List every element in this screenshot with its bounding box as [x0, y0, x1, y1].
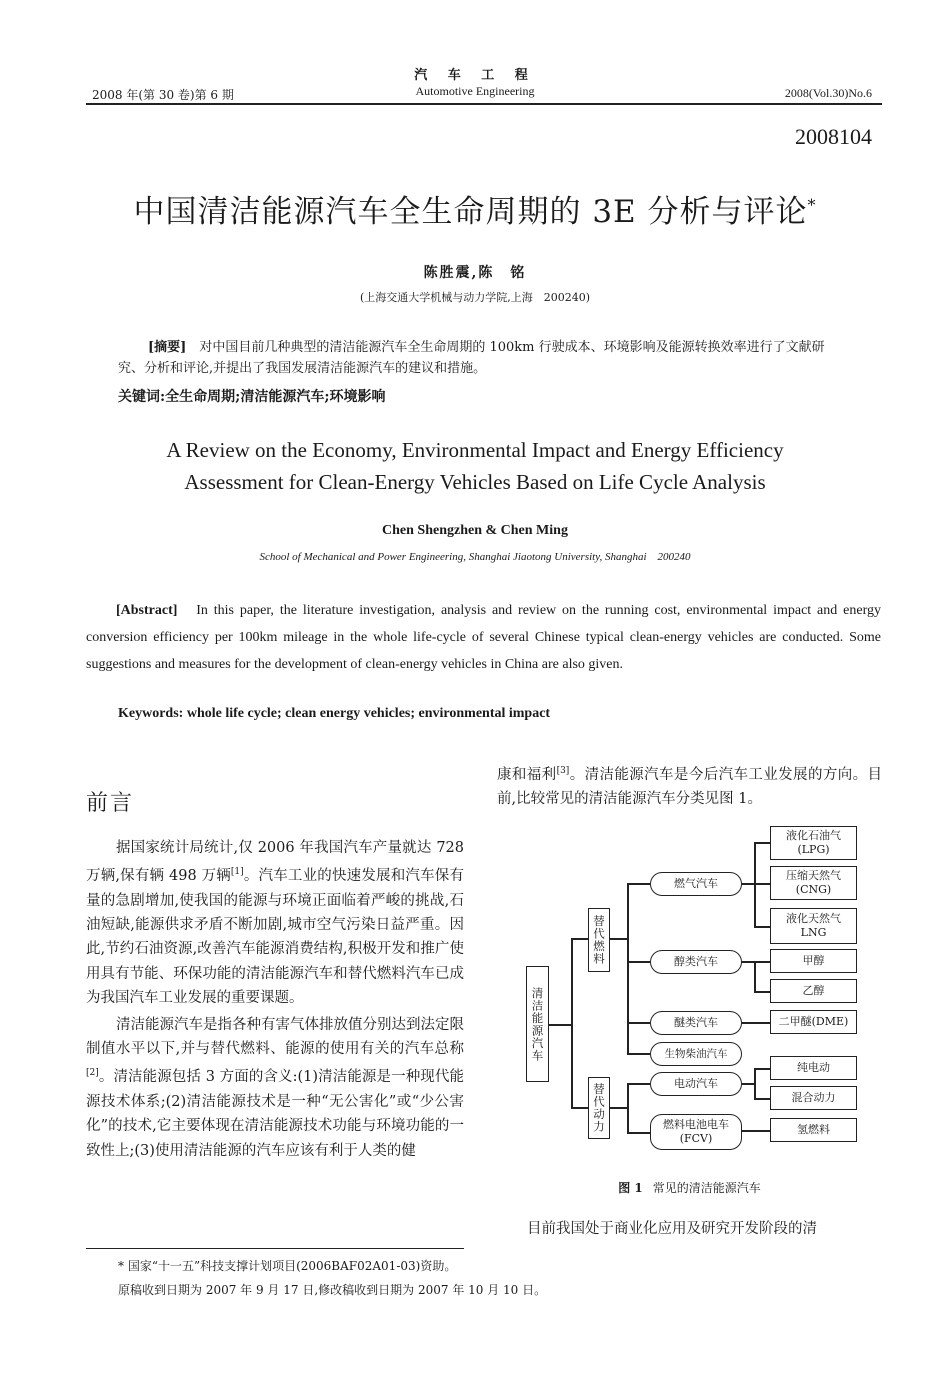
p2-text-a: 清洁能源汽车是指各种有害气体排放值分别达到法定限制值水平以下,并与替代燃料、能源的使用有关的汽车总称 — [86, 1016, 464, 1058]
connector — [754, 926, 770, 928]
body-right-bottom: 目前我国处于商业化应用及研究开发阶段的清 — [527, 1221, 817, 1237]
fig-vehicle-alcohol: 醇类汽车 — [650, 950, 742, 974]
fig-group-power: 替代动力 — [588, 1077, 610, 1139]
footnote-rule — [86, 1248, 464, 1249]
abstract-en — [86, 597, 881, 678]
connector — [610, 938, 627, 940]
figure-1-caption — [497, 1179, 882, 1196]
connector — [627, 1022, 650, 1024]
connector — [754, 1068, 770, 1070]
figure-1-number: 图 1 — [618, 1181, 643, 1195]
fig-fuel-hybrid: 混合动力 — [770, 1086, 857, 1110]
footnote-funding: * 国家“十一五”科技支撑计划项目(2006BAF02A01-03)资助。 — [118, 1259, 457, 1273]
section-heading: 前言 — [86, 791, 135, 816]
paragraph-2 — [86, 1013, 464, 1163]
body-left-column — [86, 836, 464, 1165]
keywords-en-label: Keywords: — [118, 706, 184, 721]
connector — [742, 1083, 754, 1085]
journal-name-en: Automotive Engineering — [415, 84, 535, 98]
affiliation-en: School of Mechanical and Power Engineering, Shanghai Jiaotong University, Shanghai 200240 — [259, 551, 691, 563]
connector — [571, 1107, 588, 1109]
affiliation-cn: (上海交通大学机械与动力学院,上海 200240) — [359, 291, 591, 304]
fig-group-fuel: 替代燃料 — [588, 908, 610, 972]
abstract-cn-text: 对中国目前几种典型的清洁能源汽车全生命周期的 100km 行驶成本、环境影响及能源转换效率进行了文献研究、分析和评论,并提出了我国发展清洁能源汽车的建议和措施。 — [118, 340, 825, 376]
keywords-en-text: whole life cycle; clean energy vehicles; environmental impact — [186, 706, 551, 721]
fig-fuel-hydrogen: 氢燃料 — [770, 1118, 857, 1142]
journal-name-cn: 汽 车 工 程 — [414, 68, 536, 83]
fig-vehicle-electric: 电动汽车 — [650, 1072, 742, 1096]
connector — [627, 1132, 650, 1134]
connector — [627, 1083, 650, 1085]
fig-fuel-cng: 压缩天然气(CNG) — [770, 866, 857, 900]
connector — [571, 938, 573, 1108]
connector — [627, 883, 650, 885]
citation-1: [1] — [230, 867, 244, 878]
authors-en: Chen Shengzhen & Chen Ming — [382, 523, 568, 538]
title-en-line2: Assessment for Clean-Energy Vehicles Based on Life Cycle Analysis — [184, 470, 766, 494]
fig-vehicle-gas: 燃气汽车 — [650, 872, 742, 896]
keywords-cn — [118, 386, 386, 406]
authors-cn: 陈胜震,陈 铭 — [423, 265, 527, 281]
fig-fuel-ethanol: 乙醇 — [770, 979, 857, 1003]
header-rule — [86, 103, 882, 105]
journal-issue-cn: 2008 年(第 30 卷)第 6 期 — [92, 88, 234, 102]
fig-fuel-lng: 液化天然气LNG — [770, 908, 857, 944]
right-top-text-b: 。清洁能源汽车是今后汽车工业发展的方向。目前,比较常见的清洁能源汽车分类见图 1。 — [497, 766, 883, 808]
title-en — [0, 434, 950, 498]
connector — [742, 1022, 770, 1024]
connector — [549, 1024, 571, 1026]
connector — [754, 883, 770, 885]
title-footnote-mark: * — [807, 195, 817, 215]
connector — [754, 961, 770, 963]
fig-root-box: 清洁能源汽车 — [526, 966, 549, 1082]
title-en-line1: A Review on the Economy, Environmental Impact and Energy Efficiency — [166, 438, 784, 462]
connector — [571, 938, 588, 940]
fig-fuel-lpg: 液化石油气(LPG) — [770, 826, 857, 860]
fig-vehicle-fcv: 燃料电池电车(FCV) — [650, 1114, 742, 1150]
p1-text-b: 。汽车工业的快速发展和汽车保有量的急剧增加,使我国的能源与环境正面临着严峻的挑战,石油短缺,能源供求矛盾不断加剧,城市空气污染日益严重。因此,节约石油资源,改善汽车能源消费结构,积极开发和推广使用具有节能、环保功能的清洁能源汽车和替代燃料汽车已成为我国汽车工业发展的重要课题。 — [86, 868, 464, 1007]
abstract-en-label: [Abstract] — [116, 603, 178, 618]
title-cn-text: 中国清洁能源汽车全生命周期的 3E 分析与评论 — [133, 194, 808, 230]
p1-text-a: 据国家统计局统计,仅 2006 年我国汽车产量就达 728 万辆,保有辆 498 万辆 — [86, 840, 464, 885]
connector — [627, 883, 629, 1054]
keywords-cn-text: 全生命周期;清洁能源汽车;环境影响 — [165, 389, 386, 405]
body-right-top — [497, 759, 882, 812]
abstract-cn-label: [摘要] — [148, 340, 187, 355]
keywords-en — [118, 706, 550, 722]
figure-1-caption-text: 常见的清洁能源汽车 — [652, 1181, 761, 1195]
connector — [754, 1098, 770, 1100]
keywords-cn-label: 关键词: — [118, 389, 166, 405]
connector — [627, 961, 650, 963]
connector — [627, 1083, 629, 1133]
fig-fuel-pure-ev: 纯电动 — [770, 1056, 857, 1080]
footnote-received: 原稿收到日期为 2007 年 9 月 17 日,修改稿收到日期为 2007 年 10 月 10 日。 — [118, 1283, 547, 1297]
fig-fuel-dme: 二甲醚(DME) — [770, 1010, 857, 1034]
fig-fuel-methanol: 甲醇 — [770, 949, 857, 973]
paragraph-1 — [86, 836, 464, 1011]
citation-3: [3] — [556, 766, 570, 776]
connector — [627, 1053, 650, 1055]
fig-vehicle-biodiesel: 生物柴油汽车 — [650, 1042, 742, 1066]
journal-issue-en: 2008(Vol.30)No.6 — [784, 86, 872, 100]
connector — [754, 961, 756, 992]
connector — [754, 842, 770, 844]
citation-2: [2] — [86, 1068, 99, 1079]
connector — [754, 1068, 756, 1099]
connector — [742, 883, 754, 885]
connector — [754, 991, 770, 993]
title-cn — [0, 186, 950, 231]
paper-id: 2008104 — [795, 124, 872, 149]
connector — [610, 1107, 627, 1109]
abstract-en-text: In this paper, the literature investigation, analysis and review on the running cost, environmental impact and energy conversion efficiency per 100km mileage in the whole life-cycle of several Chinese typical clean-energy vehicles are conducted. Some suggestions and measures for the development of clean-energy vehicles in China are also given. — [86, 603, 882, 672]
fig-vehicle-ether: 醚类汽车 — [650, 1011, 742, 1035]
connector — [754, 842, 756, 927]
connector — [742, 961, 754, 963]
p2-text-b: 。清洁能源包括 3 方面的含义:(1)清洁能源是一种现代能源技术体系;(2)清洁能源技术是一种“无公害化”或“少公害化”的技术,它主要体现在清洁能源技术功能与环境功能的一致性上;(3)使用清洁能源的汽车应该有利于人类的健 — [86, 1069, 464, 1159]
abstract-cn — [118, 337, 848, 379]
right-top-text-a: 康和福利 — [497, 766, 557, 783]
connector — [742, 1130, 770, 1132]
